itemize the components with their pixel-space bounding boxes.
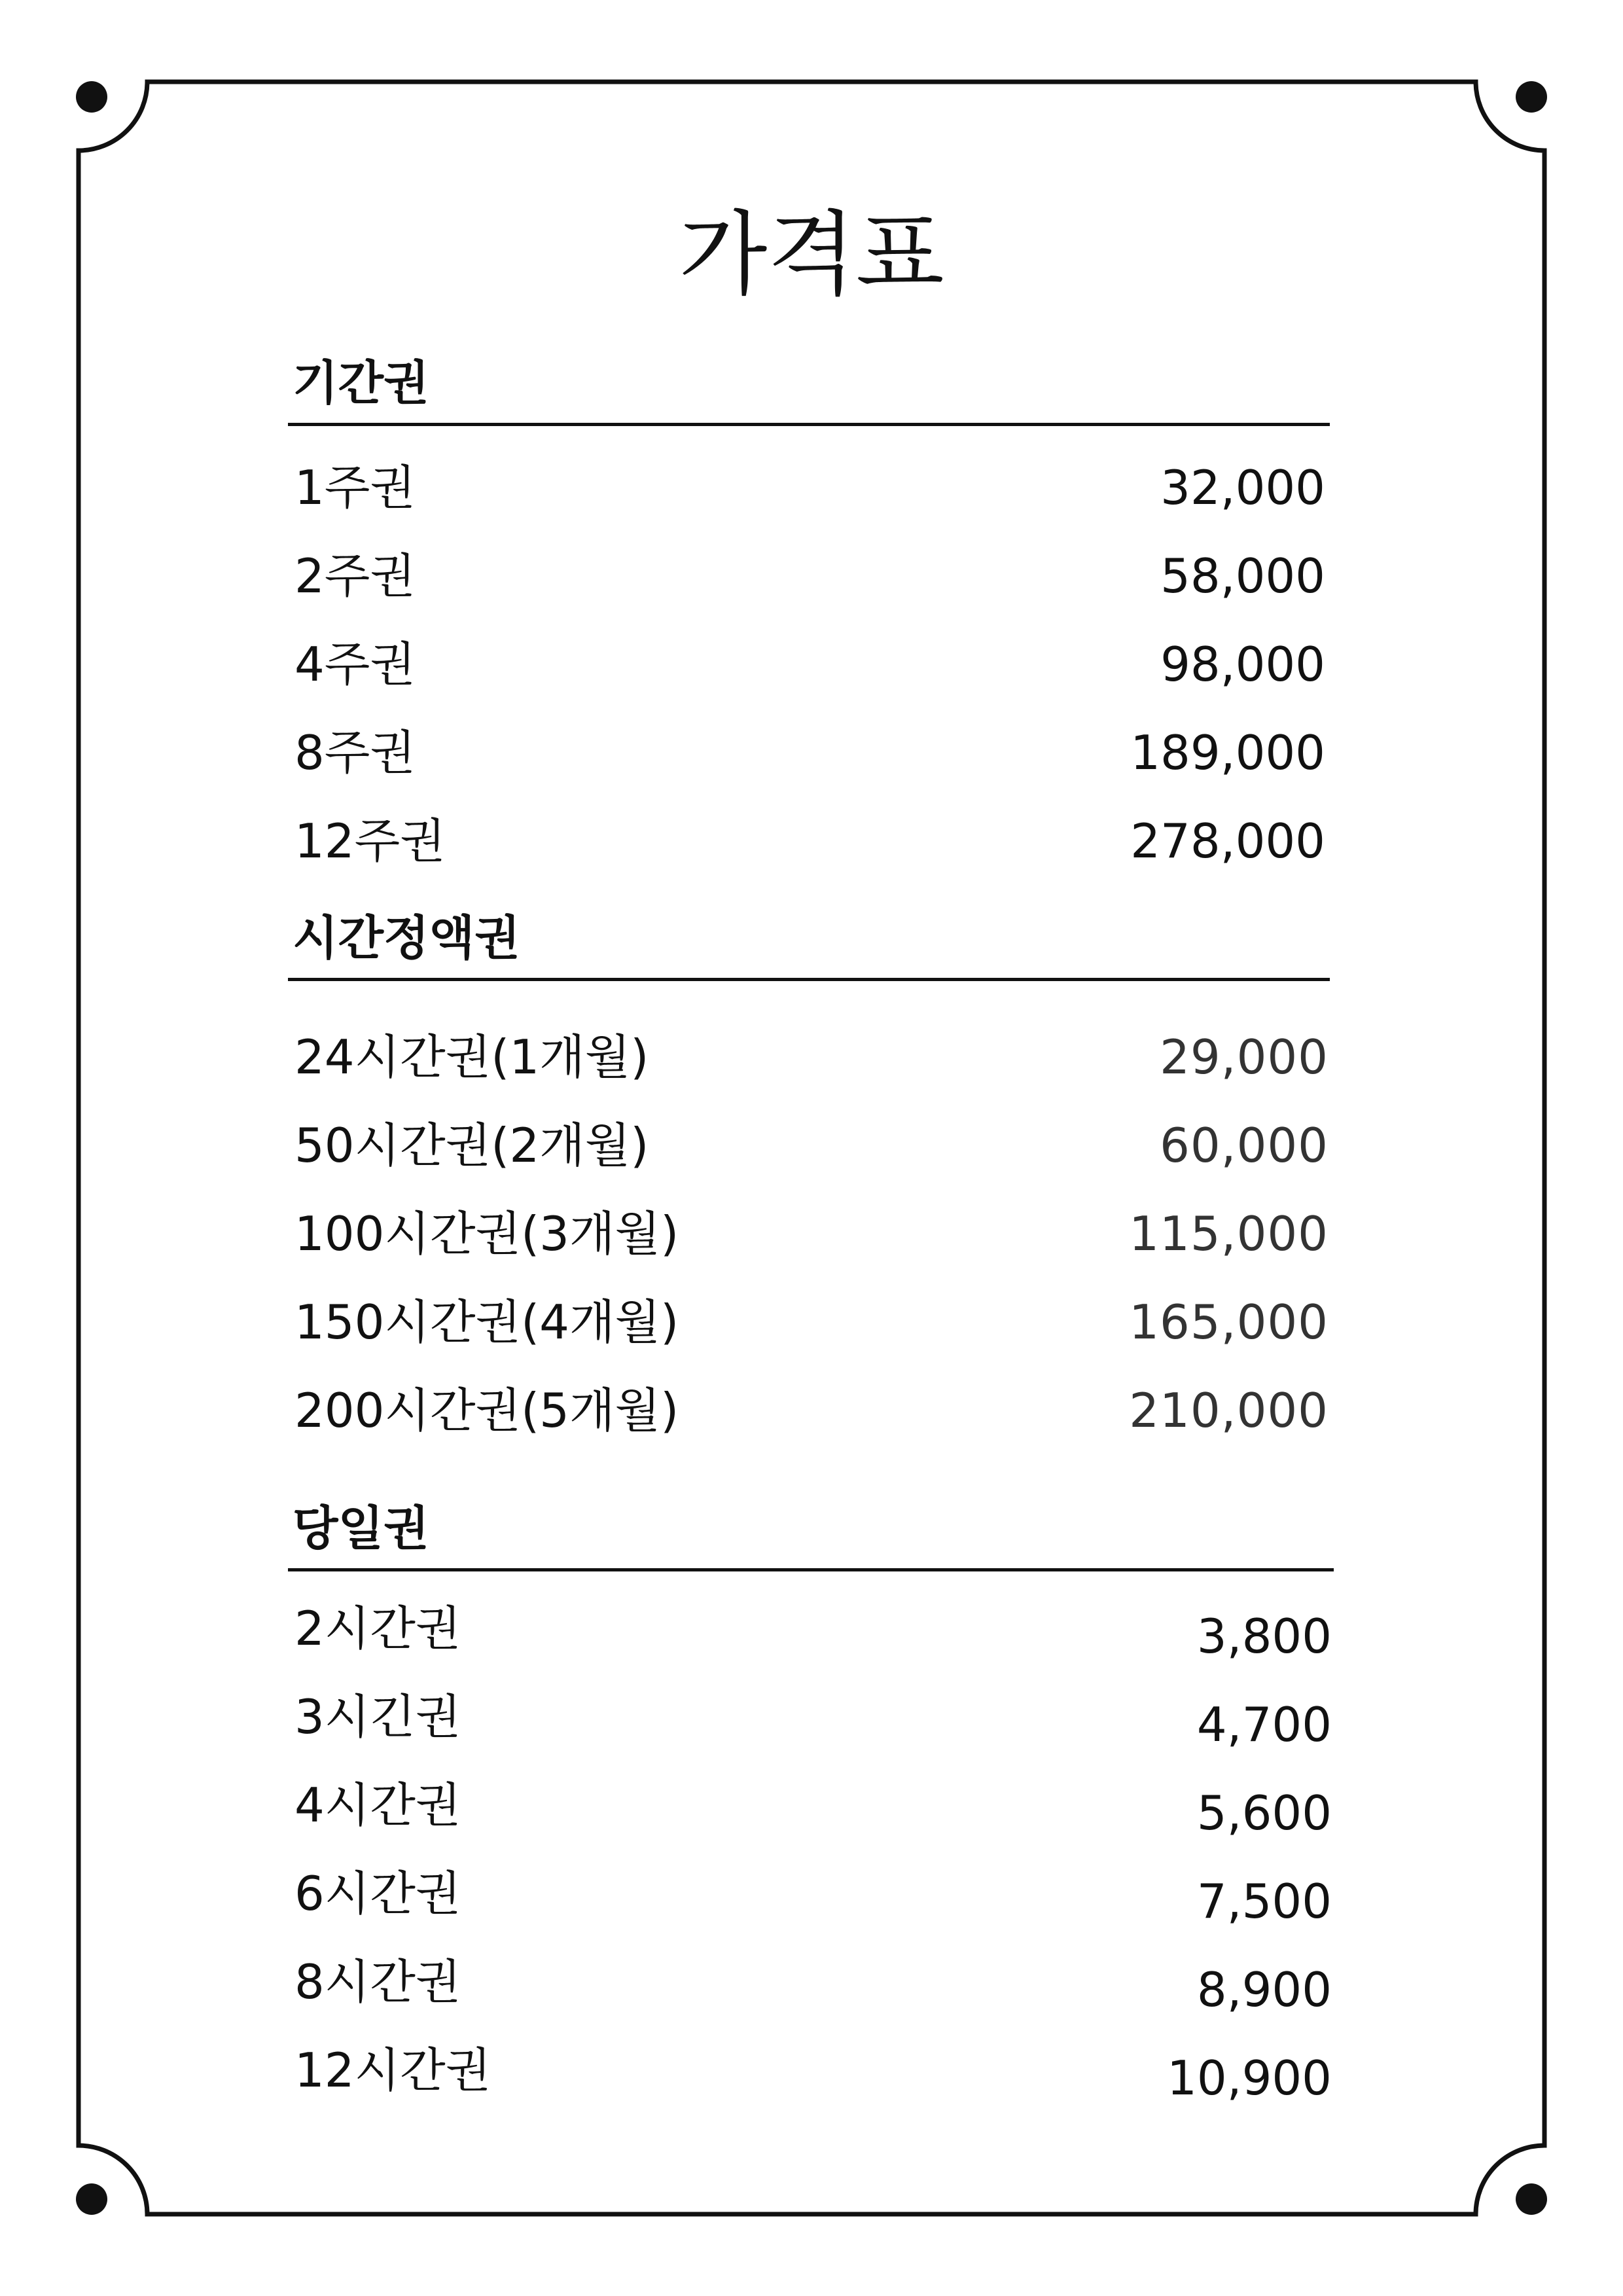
item-label: 8시간권	[294, 1954, 461, 2009]
price-row	[294, 1954, 1332, 2026]
item-label: 4시간권	[294, 1778, 461, 1833]
price-row	[294, 1777, 1332, 1849]
price-row	[294, 717, 1325, 789]
item-label: 1주권	[294, 460, 416, 515]
item-price: 3,800	[1196, 1609, 1332, 1664]
item-price: 29,000	[1160, 1030, 1329, 1085]
item-price: 115,000	[1129, 1206, 1329, 1261]
item-label: 100시간권(3개월)	[294, 1206, 679, 1261]
item-price: 7,500	[1196, 1874, 1332, 1929]
price-row	[294, 805, 1325, 877]
item-label: 200시간권(5개월)	[294, 1383, 679, 1438]
item-price: 10,900	[1167, 2051, 1332, 2106]
section-heading-hourly-pass: 시간정액권	[293, 910, 520, 965]
item-label: 8주권	[294, 725, 416, 780]
price-row	[294, 628, 1325, 700]
item-label: 2시간권	[294, 1601, 461, 1656]
item-price: 189,000	[1130, 725, 1325, 780]
item-label: 3시긴권	[294, 1689, 461, 1744]
item-price: 278,000	[1130, 814, 1325, 869]
item-label: 4주권	[294, 637, 416, 692]
item-label: 12시간권	[294, 2043, 491, 2098]
section-heading-period-pass: 기간권	[293, 355, 429, 410]
price-row	[294, 1021, 1329, 1093]
corner-dot-bottom-right	[1516, 2183, 1547, 2215]
price-row	[294, 1198, 1329, 1270]
item-label: 50시간권(2개월)	[294, 1118, 649, 1173]
section-rule	[288, 978, 1330, 981]
item-price: 98,000	[1160, 637, 1325, 692]
item-price: 8,900	[1196, 1962, 1332, 2017]
price-row	[294, 452, 1325, 524]
section-rule	[288, 423, 1330, 426]
price-row	[294, 1865, 1332, 1937]
corner-dot-top-right	[1516, 81, 1547, 113]
price-row	[294, 2042, 1332, 2114]
item-label: 6시간권	[294, 1866, 461, 1921]
item-price: 165,000	[1129, 1295, 1329, 1350]
page-title: 가격표	[679, 202, 944, 308]
item-price: 210,000	[1129, 1383, 1329, 1438]
section-rule	[288, 1568, 1334, 1571]
item-label: 150시간권(4개월)	[294, 1295, 679, 1350]
corner-dot-bottom-left	[76, 2183, 107, 2215]
price-row	[294, 1374, 1329, 1446]
item-label: 2주권	[294, 548, 416, 603]
item-price: 5,600	[1196, 1785, 1332, 1840]
price-row	[294, 1600, 1332, 1672]
item-label: 24시간권(1개월)	[294, 1030, 649, 1085]
price-row	[294, 540, 1325, 612]
section-heading-day-pass: 당일권	[293, 1501, 429, 1556]
price-row	[294, 1109, 1329, 1181]
price-row	[294, 1689, 1332, 1761]
item-price: 58,000	[1160, 548, 1325, 603]
item-price: 4,700	[1196, 1697, 1332, 1752]
item-label: 12주권	[294, 814, 446, 869]
item-price: 60,000	[1160, 1118, 1329, 1173]
corner-dot-top-left	[76, 81, 107, 113]
price-row	[294, 1286, 1329, 1358]
item-price: 32,000	[1160, 460, 1325, 515]
